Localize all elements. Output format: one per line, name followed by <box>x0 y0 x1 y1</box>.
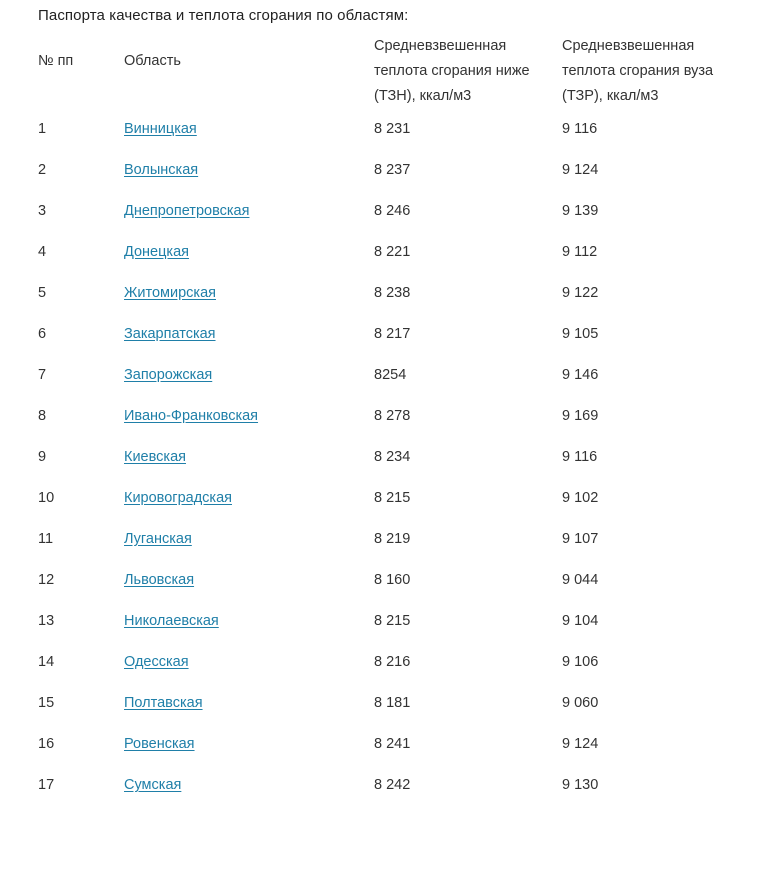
cell-tzr-value: 9 107 <box>562 531 599 547</box>
table-row <box>38 601 748 642</box>
cell-region <box>124 724 374 765</box>
table-row <box>38 560 748 601</box>
cell-region <box>124 765 374 806</box>
cell-tzr-value: 9 116 <box>562 449 598 465</box>
cell-tzr-value: 9 169 <box>562 408 599 424</box>
cell-tzn-value: 8 215 <box>374 613 411 629</box>
cell-tzn-value: 8 278 <box>374 408 411 424</box>
region-link[interactable]: Кировоградская <box>124 490 232 506</box>
region-link[interactable]: Закарпатская <box>124 326 216 342</box>
table-row <box>38 478 748 519</box>
cell-row-number: 17 <box>38 777 55 793</box>
column-header-tzn: Средневзвешенная теплота сгорания ниже (ТЗН), ккал/м3 <box>374 38 530 104</box>
cell-row-number: 8 <box>38 408 47 424</box>
region-link[interactable]: Полтавская <box>124 695 203 711</box>
cell-region <box>124 396 374 437</box>
cell-row-number: 16 <box>38 736 55 752</box>
region-link[interactable]: Луганская <box>124 531 192 547</box>
cell-region <box>124 683 374 724</box>
table-header <box>38 34 748 109</box>
cell-row-number: 14 <box>38 654 55 670</box>
cell-region <box>124 560 374 601</box>
cell-tzr-value: 9 044 <box>562 572 599 588</box>
cell-tzn-value: 8 234 <box>374 449 411 465</box>
cell-tzn-value: 8 216 <box>374 654 411 670</box>
table-row <box>38 765 748 806</box>
cell-region <box>124 478 374 519</box>
cell-tzr-value: 9 139 <box>562 203 599 219</box>
cell-region <box>124 191 374 232</box>
cell-tzr-value: 9 122 <box>562 285 599 301</box>
table-row <box>38 642 748 683</box>
table-row <box>38 724 748 765</box>
column-header-tzr: Средневзвешенная теплота сгорания вуза (ТЗР), ккал/м3 <box>562 38 714 104</box>
cell-tzn-value: 8 181 <box>374 695 411 711</box>
table-row <box>38 355 748 396</box>
cell-region <box>124 601 374 642</box>
table-row <box>38 109 748 150</box>
cell-tzr-value: 9 104 <box>562 613 599 629</box>
cell-row-number: 3 <box>38 203 47 219</box>
cell-row-number: 13 <box>38 613 55 629</box>
region-link[interactable]: Ивано-Франковская <box>124 408 259 424</box>
cell-tzn-value: 8 217 <box>374 326 411 342</box>
cell-row-number: 11 <box>38 531 54 547</box>
cell-region <box>124 437 374 478</box>
table-row <box>38 396 748 437</box>
cell-tzn-value: 8 215 <box>374 490 411 506</box>
quality-passport-table <box>38 34 748 806</box>
region-link[interactable]: Одесская <box>124 654 189 670</box>
cell-region <box>124 150 374 191</box>
cell-region <box>124 642 374 683</box>
region-link[interactable]: Ровенская <box>124 736 195 752</box>
column-header-number: № пп <box>38 53 74 69</box>
cell-region <box>124 314 374 355</box>
region-link[interactable]: Житомирская <box>124 285 216 301</box>
table-row <box>38 314 748 355</box>
cell-tzn-value: 8 241 <box>374 736 411 752</box>
table-header-row <box>38 34 748 109</box>
cell-tzn-value: 8 160 <box>374 572 411 588</box>
cell-tzr-value: 9 106 <box>562 654 599 670</box>
cell-tzr-value: 9 146 <box>562 367 599 383</box>
cell-tzr-value: 9 124 <box>562 736 599 752</box>
region-link[interactable]: Донецкая <box>124 244 190 260</box>
table-row <box>38 150 748 191</box>
cell-region <box>124 273 374 314</box>
cell-tzn-value: 8 221 <box>374 244 411 260</box>
table-row <box>38 191 748 232</box>
cell-row-number: 10 <box>38 490 55 506</box>
region-link[interactable]: Николаевская <box>124 613 219 629</box>
cell-row-number: 1 <box>38 121 47 137</box>
cell-tzr-value: 9 060 <box>562 695 599 711</box>
region-link[interactable]: Запорожская <box>124 367 213 383</box>
region-link[interactable]: Сумская <box>124 777 182 793</box>
cell-region <box>124 109 374 150</box>
cell-row-number: 2 <box>38 162 47 178</box>
table-body <box>38 109 748 806</box>
table-row <box>38 437 748 478</box>
cell-tzr-value: 9 102 <box>562 490 599 506</box>
table-row <box>38 519 748 560</box>
cell-row-number: 9 <box>38 449 47 465</box>
cell-tzn-value: 8 238 <box>374 285 411 301</box>
cell-tzn-value: 8 242 <box>374 777 411 793</box>
table-row <box>38 683 748 724</box>
region-link[interactable]: Днепропетровская <box>124 203 250 219</box>
cell-tzr-value: 9 124 <box>562 162 599 178</box>
cell-row-number: 7 <box>38 367 47 383</box>
region-link[interactable]: Киевская <box>124 449 186 465</box>
cell-row-number: 12 <box>38 572 55 588</box>
cell-tzn-value: 8 231 <box>374 121 411 137</box>
region-link[interactable]: Винницкая <box>124 121 197 137</box>
cell-tzn-value: 8 237 <box>374 162 411 178</box>
cell-tzr-value: 9 105 <box>562 326 599 342</box>
cell-tzn-value: 8 219 <box>374 531 411 547</box>
page-title: Паспорта качества и теплота сгорания по областям: <box>38 7 409 24</box>
region-link[interactable]: Львовская <box>124 572 195 588</box>
cell-row-number: 4 <box>38 244 47 260</box>
cell-tzn-value: 8254 <box>374 367 407 383</box>
cell-tzr-value: 9 112 <box>562 244 598 260</box>
cell-row-number: 5 <box>38 285 47 301</box>
cell-region <box>124 519 374 560</box>
region-link[interactable]: Волынская <box>124 162 199 178</box>
cell-row-number: 15 <box>38 695 55 711</box>
column-header-region: Область <box>124 53 181 69</box>
cell-region <box>124 232 374 273</box>
cell-region <box>124 355 374 396</box>
cell-tzr-value: 9 130 <box>562 777 599 793</box>
table-row <box>38 232 748 273</box>
table-row <box>38 273 748 314</box>
cell-tzn-value: 8 246 <box>374 203 411 219</box>
cell-tzr-value: 9 116 <box>562 121 598 137</box>
cell-row-number: 6 <box>38 326 47 342</box>
